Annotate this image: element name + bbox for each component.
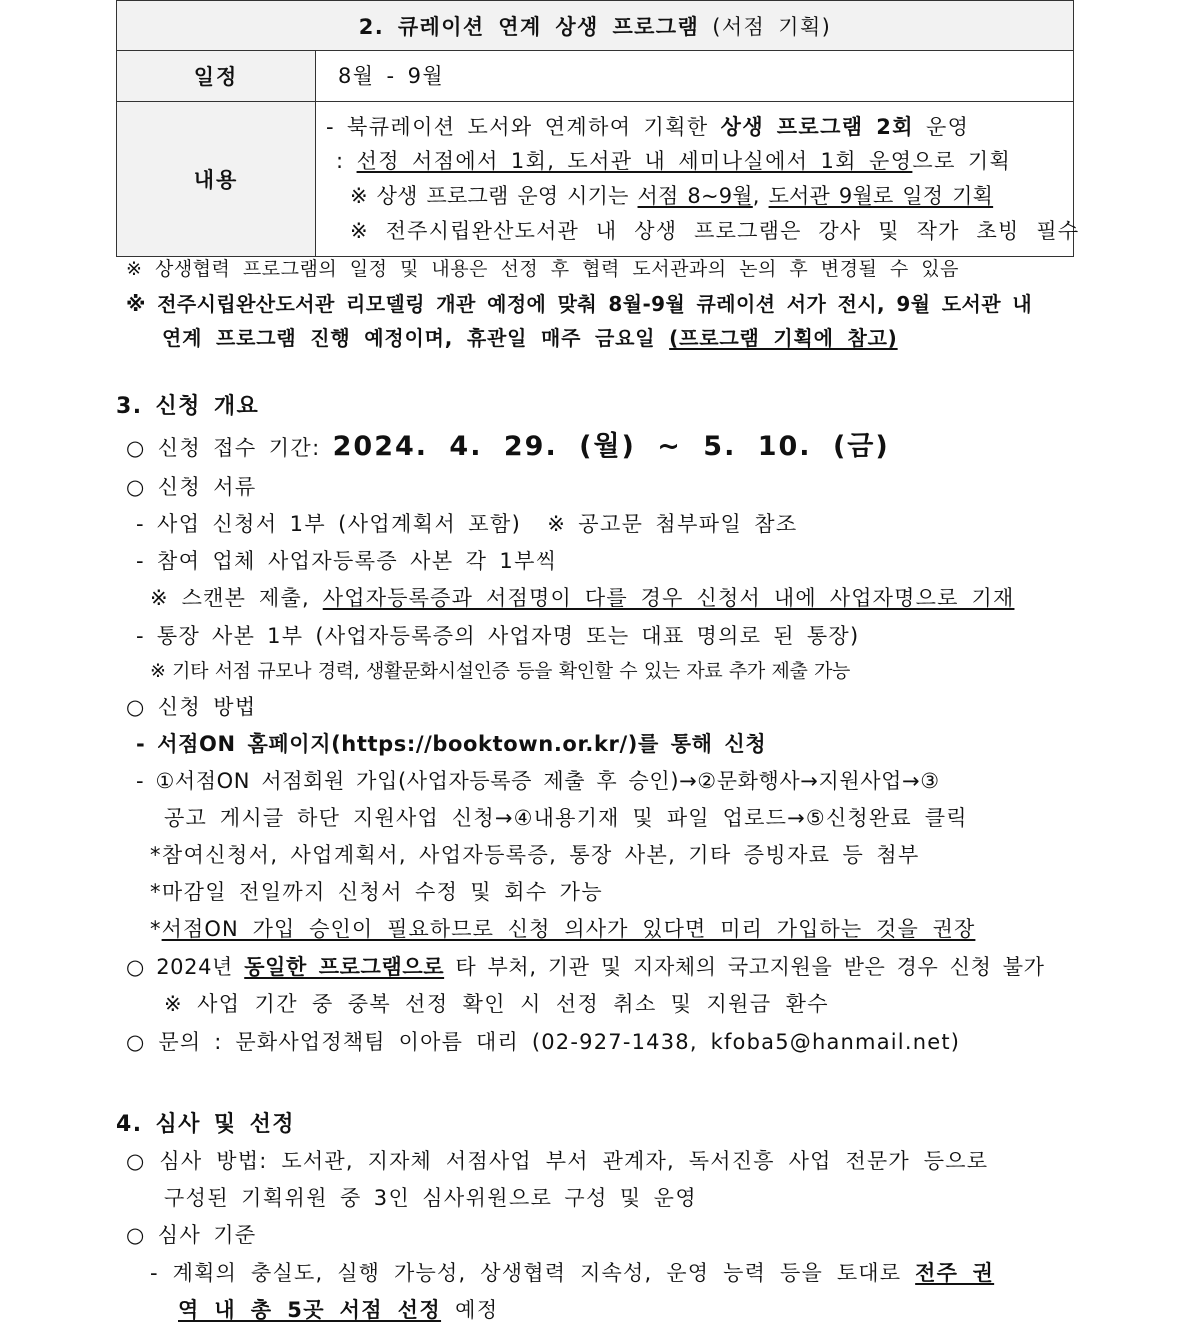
curation-program-table [116, 0, 1080, 257]
schedule-label: 일정 [117, 51, 316, 102]
content-line-3-underline-1: 서점 8~9월 [637, 184, 753, 208]
method-item-1: - 서점ON 홈페이지(https://booktown.or.kr/)를 통해 신청 [136, 732, 767, 756]
review-criteria-line-2 [178, 1300, 499, 1321]
document-item-3 [150, 588, 1014, 609]
method-label: ○ 신청 방법 [126, 695, 257, 719]
review-criteria-line-2-emphasis: 역 내 총 5곳 서점 선정 [178, 1298, 442, 1322]
content-line-4: ※ 전주시립완산도서관 내 상생 프로그램은 강사 및 작가 초빙 필수 [350, 219, 1080, 243]
duplicate-support-note: ※ 사업 기간 중 중복 선정 확인 시 선정 취소 및 지원금 환수 [164, 992, 829, 1016]
content-line-3-mid: , [752, 184, 769, 208]
content-line-2-post: 으로 기획 [912, 149, 1012, 173]
content-line-2 [336, 151, 1011, 172]
method-item-5-underline: 서점ON 가입 승인이 필요하므로 신청 의사가 있다면 미리 가입하는 것을 권장 [161, 917, 976, 941]
application-period-value: 2024. 4. 29. (월) ~ 5. 10. (금) [332, 431, 890, 462]
document-item-4: - 통장 사본 1부 (사업자등록증의 사업자명 또는 대표 명의로 된 통장) [136, 624, 860, 648]
review-criteria-line-1 [150, 1263, 994, 1284]
application-period [126, 433, 890, 462]
content-line-3 [350, 186, 993, 207]
content-line-1 [326, 117, 969, 138]
table-header-title: 2. 큐레이션 연계 상생 프로그램 [358, 14, 700, 39]
method-item-3: *참여신청서, 사업계획서, 사업자등록증, 통장 사본, 기타 증빙자료 등 첨부 [150, 843, 920, 867]
section-4-title: 4. 심사 및 선정 [116, 1112, 295, 1137]
content-line-1-text: - 북큐레이션 도서와 연계하여 기획한 [326, 115, 721, 139]
documents-label: ○ 신청 서류 [126, 475, 257, 499]
schedule-value: 8월 - 9월 [338, 64, 445, 88]
method-item-2-line-2: 공고 게시글 하단 지원사업 신청→④내용기재 및 파일 업로드→⑤신청완료 클릭 [164, 806, 968, 830]
note-remodeling-line-1: ※ 전주시립완산도서관 리모델링 개관 예정에 맞춰 8월-9월 큐레이션 서가 전시, 9월 도서관 내 [126, 292, 1033, 316]
method-item-5-pre: * [150, 917, 162, 941]
method-item-5 [150, 919, 975, 940]
method-item-4: *마감일 전일까지 신청서 수정 및 회수 가능 [150, 880, 604, 904]
duplicate-support-emphasis: 동일한 프로그램으로 [244, 955, 445, 979]
note-remodeling-line-2 [162, 328, 898, 348]
document-item-1-text: - 사업 신청서 1부 (사업계획서 포함) [136, 512, 522, 536]
review-criteria-line-1-emphasis: 전주 권 [915, 1261, 995, 1285]
review-criteria-line-2-post: 예정 [441, 1298, 499, 1322]
content-line-1-post: 운영 [913, 115, 970, 139]
document-item-3-pre: ※ 스캔본 제출, [150, 586, 323, 610]
review-method-line-2: 구성된 기획위원 중 3인 심사위원으로 구성 및 운영 [164, 1186, 698, 1210]
method-item-2-line-1: - ①서점ON 서점회원 가입(사업자등록증 제출 후 승인)→②문화행사→지원사업→③ [136, 769, 940, 793]
content-line-2-pre: : [336, 149, 357, 173]
document-item-1 [136, 514, 798, 535]
content-label: 내용 [117, 102, 316, 257]
note-schedule-change: ※ 상생협력 프로그램의 일정 및 내용은 선정 후 협력 도서관과의 논의 후 변경될 수 있음 [126, 258, 960, 280]
application-period-label: ○ 신청 접수 기간: [126, 436, 333, 460]
content-line-2-underline: 선정 서점에서 1회, 도서관 내 세미나실에서 1회 운영 [356, 149, 913, 173]
schedule-cell [316, 51, 1074, 102]
content-line-3-pre: ※ 상생 프로그램 운영 시기는 [350, 184, 638, 208]
document-item-5: ※ 기타 서점 규모나 경력, 생활문화시설인증 등을 확인할 수 있는 자료 추가 제출 가능 [150, 660, 850, 682]
content-line-1-bold: 상생 프로그램 2회 [720, 115, 914, 139]
review-method-line-1: ○ 심사 방법: 도서관, 지자체 서점사업 부서 관계자, 독서진흥 사업 전문가 등으로 [126, 1149, 989, 1173]
note-remodeling-underline: (프로그램 기획에 참고) [669, 326, 898, 350]
document-item-2: - 참여 업체 사업자등록증 사본 각 1부씩 [136, 549, 558, 573]
contact-info: ○ 문의 : 문화사업정책팀 이아름 대리 (02-927-1438, kfoba5@hanmail.net) [126, 1030, 961, 1054]
review-criteria-label: ○ 심사 기준 [126, 1223, 257, 1247]
table-header-paren: (서점 기획) [712, 14, 832, 39]
duplicate-support [126, 957, 1045, 978]
document-item-3-underline: 사업자등록증과 서점명이 다를 경우 신청서 내에 사업자명으로 기재 [322, 586, 1015, 610]
duplicate-support-pre: ○ 2024년 [126, 955, 245, 979]
content-cell [316, 102, 1080, 257]
duplicate-support-post: 타 부처, 기관 및 지자체의 국고지원을 받은 경우 신청 불가 [444, 955, 1045, 979]
note-remodeling-text: 연계 프로그램 진행 예정이며, 휴관일 매주 금요일 [162, 326, 670, 350]
section-3-title: 3. 신청 개요 [116, 394, 260, 419]
review-criteria-line-1-text: - 계획의 충실도, 실행 가능성, 상생협력 지속성, 운영 능력 등을 토대로 [150, 1261, 916, 1285]
table-header [117, 1, 1074, 51]
content-line-3-underline-2: 도서관 9월로 일정 기획 [768, 184, 994, 208]
document-item-1-note: ※ 공고문 첨부파일 참조 [547, 512, 798, 536]
